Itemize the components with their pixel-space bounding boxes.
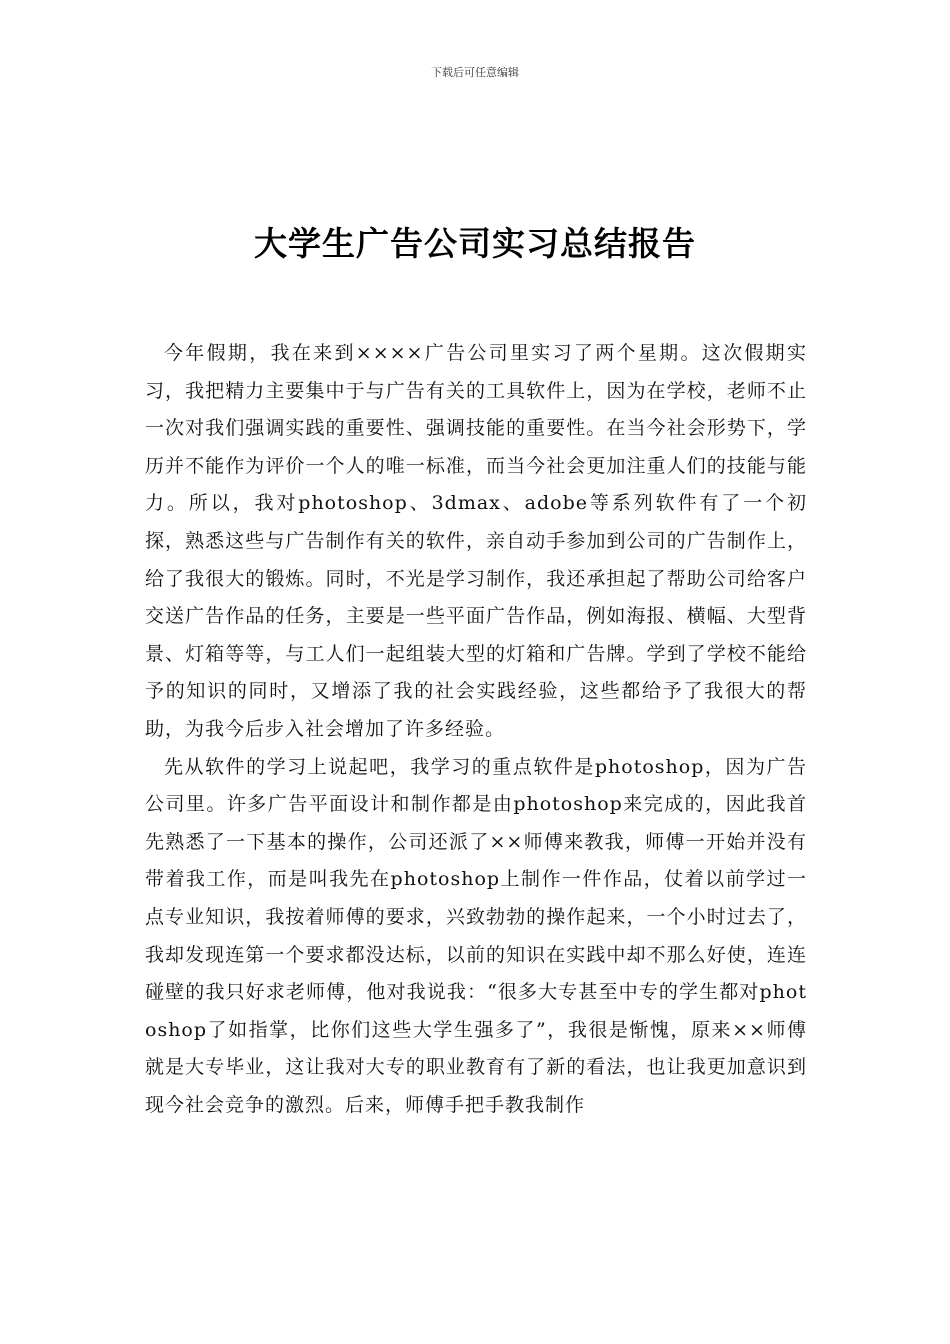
page-header-note: 下载后可任意编辑 — [431, 66, 519, 79]
paragraph-1: 今年假期，我在来到××××广告公司里实习了两个星期。这次假期实习，我把精力主要集中于与广告有关的工具软件上，因为在学校，老师不止一次对我们强调实践的重要性、强调技能的重要性。在当今社会形势下，学历并不能作为评价一个人的唯一标准，而当今社会更加注重人们的技能与能力。所以，我对photoshop、3dmax、adobe等系列软件有了一个初探，熟悉这些与广告制作有关的软件，亲自动手参加到公司的广告制作上，给了我很大的锻炼。同时，不光是学习制作，我还承担起了帮助公司给客户交送广告作品的任务，主要是一些平面广告作品，例如海报、横幅、大型背景、灯箱等等，与工人们一起组装大型的灯箱和广告牌。学到了学校不能给予的知识的同时，又增添了我的社会实践经验，这些都给予了我很大的帮助，为我今后步入社会增加了许多经验。 — [145, 342, 807, 740]
document-title: 大学生广告公司实习总结报告 — [254, 224, 696, 263]
document-body — [145, 335, 807, 1124]
paragraph-2: 先从软件的学习上说起吧，我学习的重点软件是photoshop，因为广告公司里。许多广告平面设计和制作都是由photoshop来完成的，因此我首先熟悉了一下基本的操作，公司还派了××师傅来教我，师傅一开始并没有带着我工作，而是叫我先在photoshop上制作一件作品，仗着以前学过一点专业知识，我按着师傅的要求，兴致勃勃的操作起来，一个小时过去了，我却发现连第一个要求都没达标，以前的知识在实践中却不那么好使，连连碰壁的我只好求老师傅，他对我说我：“很多大专甚至中专的学生都对photoshop了如指掌，比你们这些大学生强多了”，我很是惭愧，原来××师傅就是大专毕业，这让我对大专的职业教育有了新的看法，也让我更加意识到现今社会竞争的激烈。后来，师傅手把手教我制作 — [145, 755, 807, 1116]
